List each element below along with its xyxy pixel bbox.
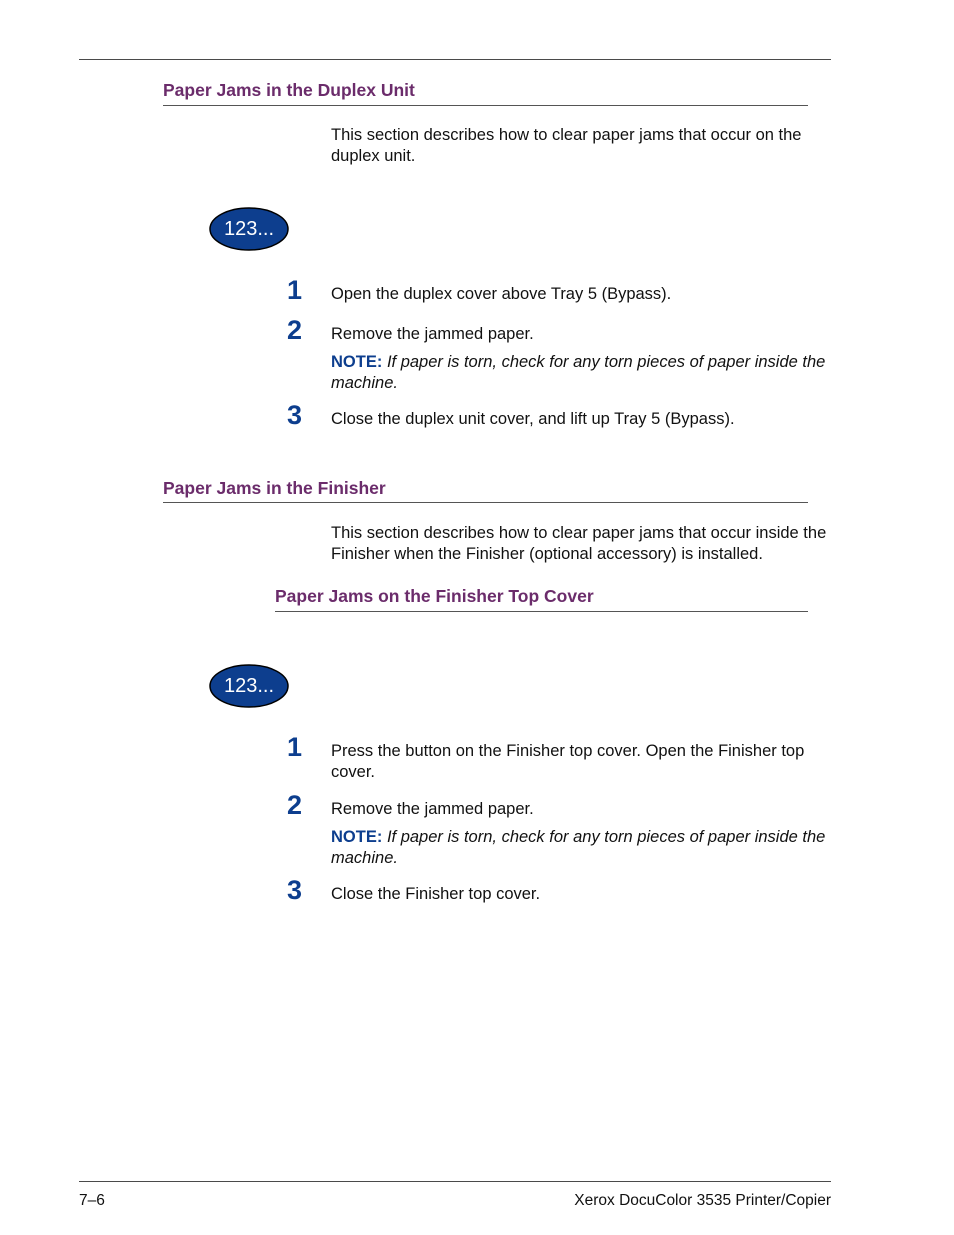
step-number: 1 xyxy=(287,275,303,305)
product-name: Xerox DocuColor 3535 Printer/Copier xyxy=(574,1192,831,1209)
note-text: If paper is torn, check for any torn pieces of paper inside the machine. xyxy=(331,828,826,867)
step-note xyxy=(331,352,831,394)
step-text: Close the duplex unit cover, and lift up Tray 5 (Bypass). xyxy=(331,410,735,428)
steps-badge-icon xyxy=(209,664,289,708)
section-heading-duplex: Paper Jams in the Duplex Unit xyxy=(163,80,415,100)
step-note xyxy=(331,827,831,869)
subsection-heading-finisher-top-cover: Paper Jams on the Finisher Top Cover xyxy=(275,586,594,606)
step-number: 2 xyxy=(287,790,303,820)
section-heading-finisher: Paper Jams in the Finisher xyxy=(163,478,386,498)
step-number: 1 xyxy=(287,732,303,762)
note-text: If paper is torn, check for any torn pieces of paper inside the machine. xyxy=(331,353,826,392)
section-heading-rule xyxy=(163,105,808,106)
footer-rule xyxy=(79,1181,831,1182)
step-text: Close the Finisher top cover. xyxy=(331,885,541,903)
section-intro-duplex: This section describes how to clear paper jams that occur on the duplex unit. xyxy=(331,126,802,165)
steps-badge-label: 123... xyxy=(223,218,275,240)
step-text: Press the button on the Finisher top cover. Open the Finisher top cover. xyxy=(331,742,805,781)
steps-badge-icon xyxy=(209,207,289,251)
section-intro-finisher: This section describes how to clear paper jams that occur inside the Finisher when the Finisher (optional accessory) is installed. xyxy=(331,524,827,563)
subsection-heading-rule xyxy=(275,611,808,612)
step-text: Remove the jammed paper. xyxy=(331,325,534,343)
step-number: 2 xyxy=(287,315,303,345)
section-heading-rule xyxy=(163,502,808,503)
top-rule xyxy=(79,59,831,60)
steps-badge-label: 123... xyxy=(223,675,275,697)
step-text: Remove the jammed paper. xyxy=(331,800,534,818)
step-number: 3 xyxy=(287,875,303,905)
step-text: Open the duplex cover above Tray 5 (Bypass). xyxy=(331,285,672,303)
step-number: 3 xyxy=(287,400,303,430)
note-label: NOTE: xyxy=(331,828,383,846)
page-number: 7–6 xyxy=(79,1192,105,1209)
note-label: NOTE: xyxy=(331,353,383,371)
